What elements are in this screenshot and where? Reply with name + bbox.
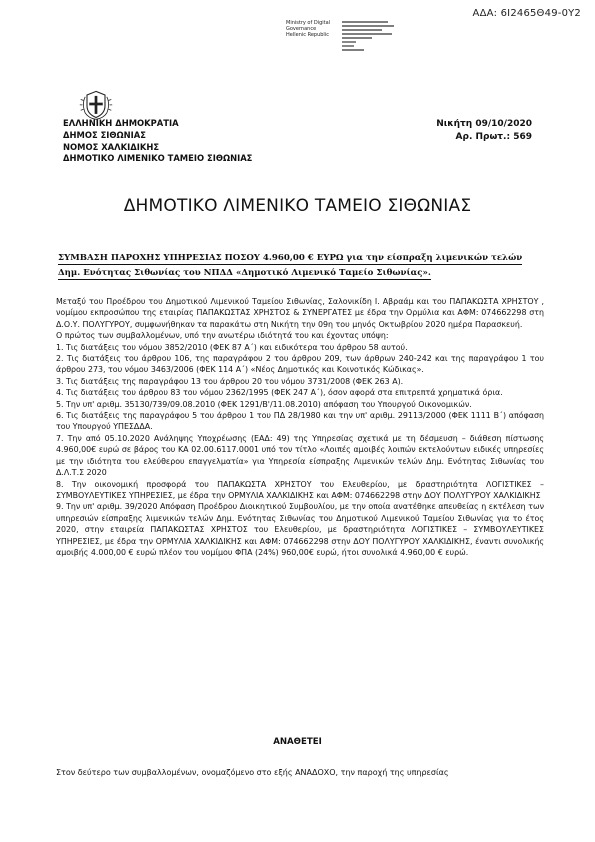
signature-org-line: Ministry of Digital xyxy=(286,20,331,26)
body-paragraph: 9. Την υπ' αριθμ. 39/2020 Απόφαση Προέδρου Διοικητικού Συμβουλίου, με την οποία ανατέθηκε απευθείας η εκτέλεση των υπηρεσιών είσπραξης λιμενικών τελών Δημ. Ενότητας Σιθωνίας του Δημοτικού Λιμενικού Ταμείου Σιθωνίας για το έτος 2020, στην εταιρεία ΠΑΠΑΚΩΣΤΑΣ ΧΡΗΣΤΟΣ του Ελευθερίου, με δραστηριότητα ΛΟΓΙΣΤΙΚΕΣ – ΣΥΜΒΟΥΛΕΥΤΙΚΕΣ ΥΠΗΡΕΣΙΕΣ, με έδρα την ΟΡΜΥΛΙΑ ΧΑΛΚΙΔΙΚΗΣ και ΑΦΜ: 074662298 στην ΔΟΥ ΠΟΛΥΓΥΡΟΥ ΧΑΛΚΙΔΙΚΗΣ, έναντι συνολικής αμοιβής 4.000,00 € ευρώ πλέον του νομίμου ΦΠΑ (24%) 960,00€ ευρώ, ήτοι συνολικά 4.960,00 € ευρώ. xyxy=(56,502,544,557)
body-paragraph: 8. Την οικονομική προσφορά του ΠΑΠΑΚΩΣΤΑ ΧΡΗΣΤΟΥ του Ελευθερίου, με δραστηριότητα ΛΟΓΙΣΤΙΚΕΣ – ΣΥΜΒΟΥΛΕΥΤΙΚΕΣ ΥΠΗΡΕΣΙΕΣ, με έδρα την ΟΡΜΥΛΙΑ ΧΑΛΚΙΔΙΚΗΣ και ΑΦΜ: 074662298 στην ΔΟΥ ΠΟΛΥΓΥΡΟΥ ΧΑΛΚΙΔΙΚΗΣ xyxy=(56,479,544,500)
issuer-header xyxy=(63,118,252,165)
signature-stamp-mark xyxy=(342,20,412,58)
ada-code: ΑΔΑ: 6Ι2465Θ49-0Υ2 xyxy=(472,8,581,19)
contract-body xyxy=(56,296,544,558)
body-paragraph: 5. Την υπ' αριθμ. 35130/739/09.08.2010 (ΦΕΚ 1291/Β'/11.08.2010) απόφαση του Υπουργού Οικονομικών. xyxy=(56,399,472,409)
subject-line: ΣΥΜΒΑΣΗ ΠΑΡΟΧΗΣ ΥΠΗΡΕΣΙΑΣ ΠΟΣΟΥ 4.960,00 € ΕΥΡΩ για την είσπραξη λιμενικών τελών xyxy=(58,253,523,263)
body-paragraph: Ο πρώτος των συμβαλλομένων, υπό την ανωτέρω ιδιότητά του και έχοντας υπόψη: xyxy=(56,331,389,341)
signature-org xyxy=(286,20,340,38)
signature-org-line: Governance xyxy=(286,26,317,32)
section-heading-anathetei: ΑΝΑΘΕΤΕΙ xyxy=(273,737,322,747)
closing-paragraph: Στον δεύτερο των συμβαλλομένων, ονομαζόμενο στο εξής ΑΝΑΔΟΧΟ, την παροχή της υπηρεσίας xyxy=(56,768,449,777)
issuer-line: ΕΛΛΗΝΙΚΗ ΔΗΜΟΚΡΑΤΙΑ xyxy=(63,118,179,128)
issuer-line: ΔΗΜΟΤΙΚΟ ΛΙΜΕΝΙΚΟ ΤΑΜΕΙΟ ΣΙΘΩΝΙΑΣ xyxy=(63,153,253,164)
signature-org-line: Hellenic Republic xyxy=(286,32,329,38)
date-protocol-header xyxy=(420,118,532,144)
subject-line: Δημ. Ενότητας Σιθωνίας του ΝΠΔΔ «Δημοτικό Λιμενικό Ταμείο Σιθωνίας». xyxy=(58,267,431,278)
issuer-line: ΔΗΜΟΣ ΣΙΘΩΝΙΑΣ xyxy=(63,129,146,140)
body-paragraph: 7. Την από 05.10.2020 Ανάληψης Υποχρέωσης (ΕΑΔ: 49) της Υπηρεσίας σχετικά με τη δέσμευση – διάθεση πίστωσης 4.960,00€ ευρώ σε βάρος του ΚΑ 02.00.6117.0001 υπό τον τίτλο «Λοιπές αμοιβές λοιπών εκτελούντων ειδικές υπηρεσίες με την ιδιότητα του ελεύθερου επαγγελματία» για Υπηρεσία είσπραξης Λιμενικών τελών Δημ. Ενότητας Σιθωνίας του Δ.Λ.Τ.Σ 2020 xyxy=(56,433,544,478)
page-title: ΔΗΜΟΤΙΚΟ ΛΙΜΕΝΙΚΟ ΤΑΜΕΙΟ ΣΙΘΩΝΙΑΣ xyxy=(123,196,472,216)
issuer-line: ΝΟΜΟΣ ΧΑΛΚΙΔΙΚΗΣ xyxy=(63,141,160,152)
body-paragraph: Μεταξύ του Προέδρου του Δημοτικού Λιμενικού Ταμείου Σιθωνίας, Σαλονικίδη Ι. Αβραάμ και του ΠΑΠΑΚΩΣΤΑ ΧΡΗΣΤΟΥ , νομίμου εκπροσώπου της εταιρίας ΠΑΠΑΚΩΣΤΑΣ ΧΡΗΣΤΟΣ & ΣΥΝΕΡΓΑΤΕΣ με έδρα την Ορμύλια και ΑΦΜ: 074662298 στη Δ.Ο.Υ. ΠΟΛΥΓΥΡΟΥ, συμφωνήθηκαν τα παρακάτω στη Νικήτη την 09η του μηνός Οκτωβρίου 2020 ημέρα Παρασκευή. xyxy=(56,297,544,329)
body-paragraph: 4. Τις διατάξεις του άρθρου 83 του νόμου 2362/1995 (ΦΕΚ 247 Α΄), όσον αφορά στα επιτρεπτά χρηματικά όρια. xyxy=(56,388,503,398)
contract-subject xyxy=(58,251,538,280)
hellenic-republic-emblem-icon xyxy=(78,86,114,122)
protocol-number: Αρ. Πρωτ.: 569 xyxy=(455,132,532,142)
body-paragraph: 6. Τις διατάξεις της παραγράφου 5 του άρθρου 1 του ΠΔ 28/1980 και την υπ' αριθμ. 29113/2000 (ΦΕΚ 1111 Β΄) απόφαση του Υπουργού ΥΠΕΣΔΔΑ. xyxy=(56,411,544,432)
body-paragraph: 1. Τις διατάξεις του νόμου 3852/2010 (ΦΕΚ 87 Α΄) και ειδικότερα του άρθρου 58 αυτού. xyxy=(56,342,408,352)
body-paragraph: 3. Τις διατάξεις της παραγράφου 13 του άρθρου 20 του νόμου 3731/2008 (ΦΕΚ 263 Α). xyxy=(56,376,404,386)
document-date: Νικήτη 09/10/2020 xyxy=(436,119,532,129)
body-paragraph: 2. Τις διατάξεις του άρθρου 106, της παραγράφου 2 του άρθρου 209, των άρθρων 240-242 και της παραγράφου 1 του άρθρου 273, του νόμου 3463/2006 (ΦΕΚ 114 Α΄) «Νέος Δημοτικός και Κοινοτικός Κώδικας». xyxy=(56,354,544,375)
